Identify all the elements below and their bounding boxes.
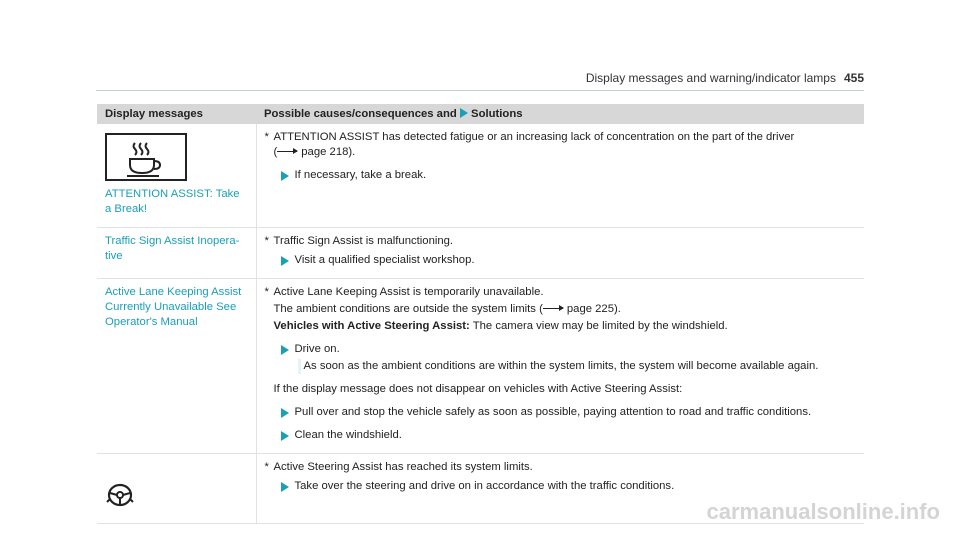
solution-arrow-icon: [460, 108, 468, 118]
causes-cell: [256, 124, 864, 228]
display-message-text: Traffic Sign Assist Inopera- tive: [105, 235, 240, 262]
display-message-cell: [97, 124, 256, 228]
header-title: Display messages and warning/indicator lamps: [585, 71, 836, 85]
solution-item: If necessary, take a break.: [265, 168, 857, 183]
solution-item: Drive on.: [265, 342, 857, 357]
display-message-text: ATTENTION ASSIST: Take a Break!: [105, 188, 240, 215]
solution-item: Take over the steering and drive on in accordance with the traffic conditions.: [265, 479, 857, 494]
display-message-text: Active Lane Keeping Assist Currently Unavailable See Operator's Manual: [105, 286, 242, 328]
page-reference-link[interactable]: page 225).: [566, 303, 621, 315]
steering-wheel-icon: [105, 482, 248, 513]
solution-arrow-icon: [281, 408, 289, 418]
causes-cell: [256, 279, 864, 454]
display-message-cell: [97, 454, 256, 524]
solution-item: Pull over and stop the vehicle safely as soon as possible, paying attention to road and traffic conditions.: [265, 405, 857, 420]
header-divider: [96, 90, 864, 91]
watermark: carmanualsonline.info: [706, 499, 940, 524]
page-reference-link[interactable]: page 218).: [301, 146, 356, 158]
cause-detail: The ambient conditions are outside the system limits ( page 225).: [273, 303, 621, 315]
display-message-cell: [97, 279, 256, 454]
table-row: [97, 124, 864, 228]
page-reference-arrow-icon: [543, 308, 563, 309]
solution-arrow-icon: [281, 256, 289, 266]
page-reference-arrow-icon: [277, 151, 297, 152]
page-number: 455: [843, 71, 864, 85]
display-message-cell: [97, 228, 256, 279]
solution-arrow-icon: [281, 482, 289, 492]
causes-cell: [256, 228, 864, 279]
cause-item: * Active Steering Assist has reached its system limits.: [264, 461, 533, 473]
solution-item: Visit a qualified specialist workshop.: [265, 253, 857, 268]
cause-item: * Active Lane Keeping Assist is temporarily unavailable.: [264, 286, 544, 298]
table-header-row: [97, 104, 864, 124]
condition-text: If the display message does not disappear on vehicles with Active Steering Assist:: [273, 383, 683, 395]
cause-item: * ATTENTION ASSIST has detected fatigue or an increasing lack of concentration on the part of the driver ( page 218).: [264, 131, 795, 158]
coffee-cup-icon: [105, 133, 187, 181]
col-header-display-messages: Display messages: [97, 104, 256, 124]
table-row: [97, 279, 864, 454]
solution-arrow-icon: [281, 171, 289, 181]
solution-item: Clean the windshield.: [265, 428, 857, 443]
cause-item: * Traffic Sign Assist is malfunctioning.: [264, 235, 454, 247]
solution-arrow-icon: [281, 345, 289, 355]
table-row: [97, 228, 864, 279]
vehicles-note: Vehicles with Active Steering Assist: The camera view may be limited by the windshield.: [273, 320, 728, 332]
solution-arrow-icon: [281, 431, 289, 441]
col-header-causes-solutions: Possible causes/consequences and Solutions: [256, 104, 864, 124]
solution-note: As soon as the ambient conditions are within the system limits, the system will become available again.: [265, 359, 857, 374]
display-messages-table: [97, 104, 864, 524]
running-header: [586, 71, 864, 85]
